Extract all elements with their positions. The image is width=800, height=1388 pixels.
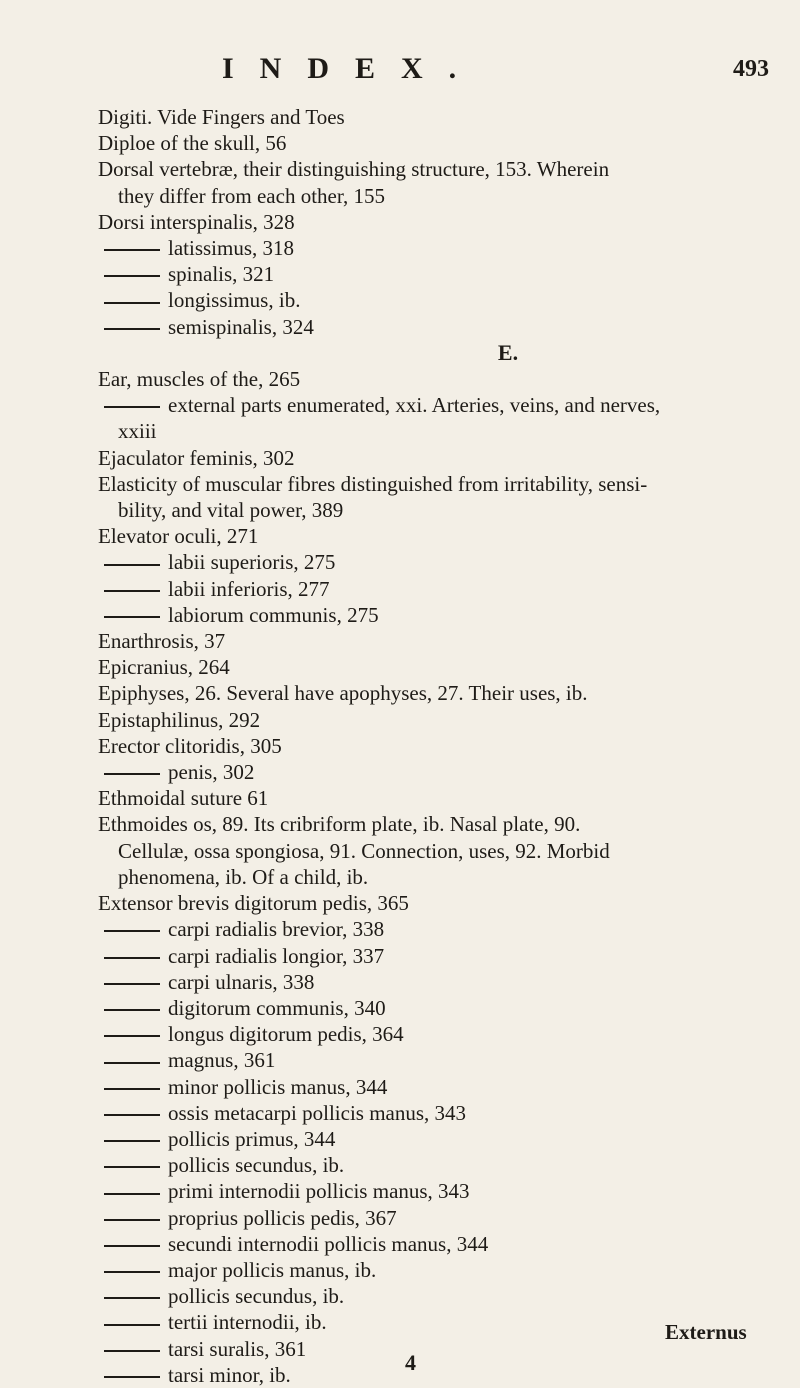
entry-text: Ethmoides os, 89. Its cribriform plate, ib. Nasal plate, 90. — [98, 812, 581, 837]
ditto-dash — [104, 1324, 160, 1326]
entry-text: Ethmoidal suture 61 — [98, 786, 269, 811]
index-entry — [98, 1047, 758, 1073]
entry-text: longus digitorum pedis, 364 — [168, 1022, 404, 1047]
ditto-dash — [104, 1271, 160, 1273]
index-entry — [98, 523, 758, 549]
entry-text: primi internodii pollicis manus, 343 — [168, 1179, 470, 1204]
entry-text: digitorum communis, 340 — [168, 995, 386, 1020]
entry-text: carpi radialis longior, 337 — [168, 943, 385, 968]
running-title: INDEX. — [222, 52, 483, 85]
ditto-dash — [104, 590, 160, 592]
ditto-dash — [104, 564, 160, 566]
ditto-dash — [104, 1088, 160, 1090]
entry-text: tarsi suralis, 361 — [168, 1336, 307, 1361]
ditto-dash — [104, 1166, 160, 1168]
entry-text: Extensor brevis digitorum pedis, 365 — [98, 891, 409, 916]
index-entry — [98, 1178, 758, 1204]
index-entry — [98, 1126, 758, 1152]
index-entry — [98, 104, 758, 130]
index-entry — [98, 261, 758, 287]
entry-text: labii inferioris, 277 — [168, 576, 330, 601]
index-entry — [98, 366, 758, 392]
index-entry — [98, 785, 758, 811]
ditto-dash — [104, 1376, 160, 1378]
page-header — [0, 52, 800, 92]
entry-text: Enarthrosis, 37 — [98, 629, 226, 654]
signature-mark: 4 — [405, 1350, 416, 1375]
ditto-dash — [104, 1219, 160, 1221]
index-entry — [98, 943, 758, 969]
entry-text: Digiti. Vide Fingers and Toes — [98, 105, 345, 129]
entry-text: Dorsi interspinalis, 328 — [98, 209, 295, 234]
entry-text: Cellulæ, ossa spongiosa, 91. Connection, uses, 92. Morbid — [118, 838, 610, 863]
index-entry — [98, 1100, 758, 1126]
index-entry — [98, 916, 758, 942]
index-entry — [98, 759, 758, 785]
ditto-dash — [104, 1193, 160, 1195]
entry-text: Erector clitoridis, 305 — [98, 733, 282, 758]
entry-text: Elevator oculi, 271 — [98, 524, 259, 549]
index-entry — [98, 156, 758, 182]
index-entry — [98, 838, 758, 864]
index-entry — [98, 680, 758, 706]
ditto-dash — [104, 930, 160, 932]
index-entry — [98, 995, 758, 1021]
ditto-dash — [104, 1245, 160, 1247]
entry-text: longissimus, ib. — [168, 288, 301, 313]
entry-text: labiorum communis, 275 — [168, 602, 379, 627]
ditto-dash — [104, 957, 160, 959]
ditto-dash — [104, 983, 160, 985]
entry-text: phenomena, ib. Of a child, ib. — [118, 864, 369, 889]
entry-text: E. — [497, 339, 519, 365]
entry-text: Epiphyses, 26. Several have apophyses, 27. Their uses, ib. — [98, 681, 588, 706]
index-entry — [98, 1152, 758, 1178]
ditto-dash — [104, 302, 160, 304]
index-entry — [98, 471, 758, 497]
entry-text: tarsi minor, ib. — [168, 1362, 291, 1387]
letter-heading — [98, 340, 758, 366]
entry-text: ossis metacarpi pollicis manus, 343 — [168, 1100, 467, 1125]
index-entry — [98, 707, 758, 733]
index-entry — [98, 628, 758, 654]
index-entry — [98, 445, 758, 471]
index-entry — [98, 183, 758, 209]
entry-text: penis, 302 — [168, 760, 255, 785]
entry-text: external parts enumerated, xxi. Arteries, veins, and nerves, — [168, 393, 661, 418]
entry-text: semispinalis, 324 — [168, 314, 314, 339]
index-entry — [98, 654, 758, 680]
page-number: 493 — [733, 56, 769, 82]
catchword: Externus — [665, 1320, 747, 1344]
index-entry — [98, 287, 758, 313]
index-entry — [98, 1283, 758, 1309]
entry-text: Dorsal vertebræ, their distinguishing structure, 153. Wherein — [98, 157, 610, 182]
index-entry — [98, 549, 758, 575]
ditto-dash — [104, 1297, 160, 1299]
index-entry — [98, 392, 758, 418]
entry-text: bility, and vital power, 389 — [118, 498, 344, 523]
entry-text: tertii internodii, ib. — [168, 1310, 327, 1335]
ditto-dash — [104, 406, 160, 408]
ditto-dash — [104, 1350, 160, 1352]
entry-text: latissimus, 318 — [168, 236, 295, 261]
entry-text: Diploe of the skull, 56 — [98, 131, 287, 156]
entry-text: proprius pollicis pedis, 367 — [168, 1205, 397, 1230]
index-entry — [98, 733, 758, 759]
entry-text: Ejaculator feminis, 302 — [98, 445, 295, 470]
index-entry — [98, 576, 758, 602]
ditto-dash — [104, 773, 160, 775]
entry-text: pollicis primus, 344 — [168, 1126, 336, 1151]
index-entry — [98, 969, 758, 995]
index-entry — [98, 1021, 758, 1047]
index-entry — [98, 1336, 758, 1362]
entry-text: spinalis, 321 — [168, 262, 275, 287]
index-entries — [98, 104, 758, 1388]
entry-text: minor pollicis manus, 344 — [168, 1074, 388, 1099]
entry-text: labii superioris, 275 — [168, 550, 336, 575]
ditto-dash — [104, 1009, 160, 1011]
ditto-dash — [104, 328, 160, 330]
entry-text: they differ from each other, 155 — [118, 183, 386, 208]
index-entry — [98, 235, 758, 261]
index-entry — [98, 209, 758, 235]
entry-text: carpi radialis brevior, 338 — [168, 917, 385, 942]
entry-text: pollicis secundus, ib. — [168, 1284, 345, 1309]
index-entry — [98, 314, 758, 340]
entry-text: major pollicis manus, ib. — [168, 1257, 377, 1282]
ditto-dash — [104, 1114, 160, 1116]
entry-text: Elasticity of muscular fibres distinguished from irritability, sensi- — [98, 471, 648, 496]
ditto-dash — [104, 1140, 160, 1142]
entry-text: Ear, muscles of the, 265 — [98, 367, 301, 392]
entry-text: carpi ulnaris, 338 — [168, 969, 315, 994]
index-entry — [98, 1205, 758, 1231]
index-entry — [98, 890, 758, 916]
ditto-dash — [104, 275, 160, 277]
index-entry — [98, 497, 758, 523]
ditto-dash — [104, 1035, 160, 1037]
index-entry — [98, 418, 758, 444]
index-entry — [98, 1257, 758, 1283]
index-entry — [98, 864, 758, 890]
index-entry — [98, 1231, 758, 1257]
index-entry — [98, 1309, 758, 1335]
entry-text: Epistaphilinus, 292 — [98, 707, 261, 732]
index-entry — [98, 130, 758, 156]
ditto-dash — [104, 1062, 160, 1064]
index-entry — [98, 1074, 758, 1100]
entry-text: pollicis secundus, ib. — [168, 1153, 345, 1178]
entry-text: secundi internodii pollicis manus, 344 — [168, 1231, 489, 1256]
entry-text: xxiii — [118, 419, 157, 444]
ditto-dash — [104, 249, 160, 251]
entry-text: magnus, 361 — [168, 1048, 276, 1073]
index-entry — [98, 1362, 758, 1388]
ditto-dash — [104, 616, 160, 618]
entry-text: Epicranius, 264 — [98, 655, 230, 680]
index-entry — [98, 811, 758, 837]
index-entry — [98, 602, 758, 628]
